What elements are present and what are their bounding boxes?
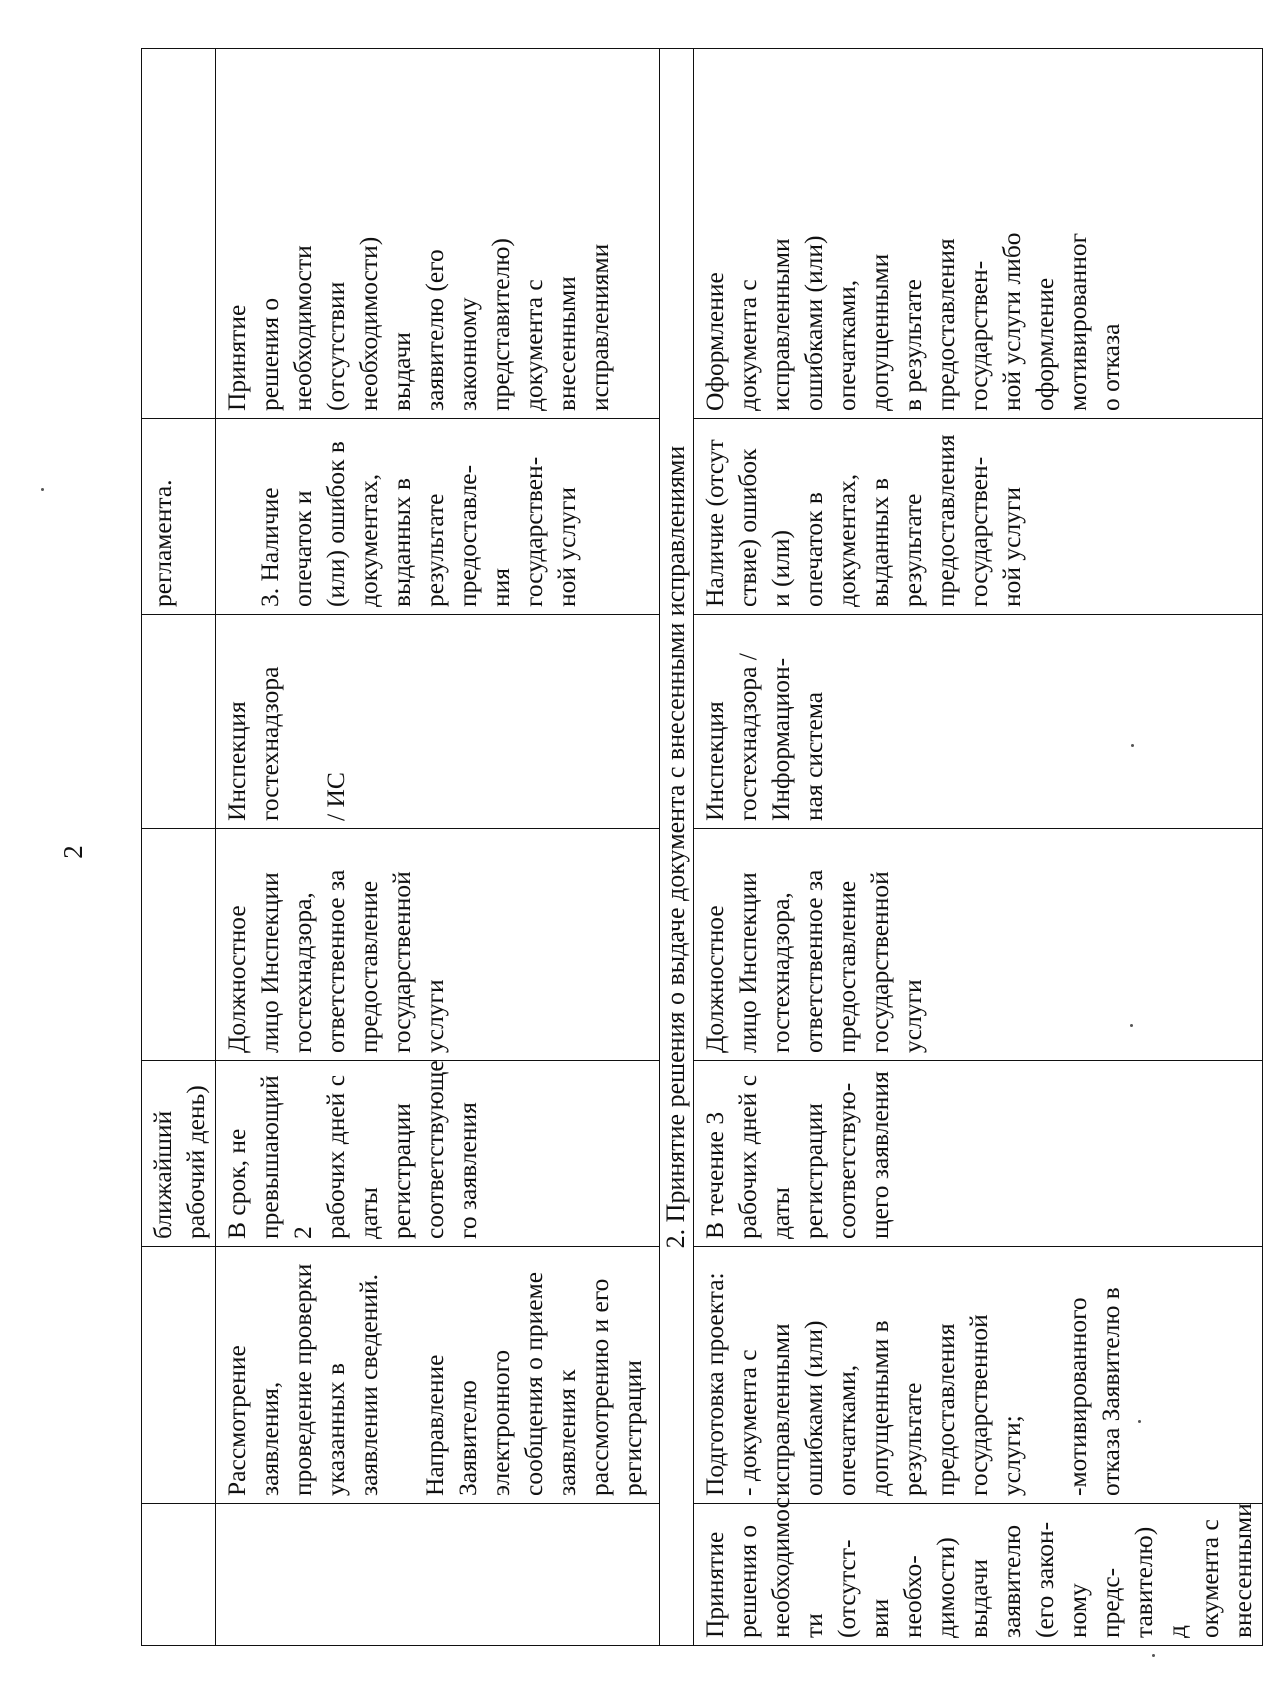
cell-content-decision: Подготовка проекта: - документа с исправленными ошибками (или) опечатками, допущенными в результате предоставления государственной услуги; -мотивированного отказа Заявителю в [694, 1247, 1263, 1504]
scan-speck [1138, 1420, 1141, 1423]
scan-speck [1152, 1654, 1155, 1657]
cell-criteria-continuation: регламента. [142, 419, 216, 615]
cell-content-review: Рассмотрение заявления, проведение проверки указанных в заявлении сведений. Направление Заявителю электронного сообщения о приеме заявления к рассмотрению и его регистрации [216, 1247, 660, 1504]
cell-deadline-review: В срок, не превышающий 2 рабочих дней с даты регистрации соответствующе го заявления [216, 1061, 660, 1247]
cell-official-continuation [142, 829, 216, 1061]
procedure-table-sheet [141, 49, 1257, 1646]
table-row-decision [694, 49, 1263, 1646]
cell-official-decision: Должностное лицо Инспекции гостехнадзора, ответственное за предоставление государственной услуги [694, 829, 1263, 1061]
cell-place-review: Инспекция гостехнадзора / ИС [216, 615, 660, 829]
cell-place-continuation [142, 615, 216, 829]
section-2-title: 2. Принятие решения о выдаче документа с внесенными исправлениями [660, 49, 694, 1646]
cell-result-review: Принятие решения о необходимости (отсутствии необходимости) выдачи заявителю (его законному представителю) документа с внесенными исправлениями [216, 49, 660, 419]
cell-deadline-continuation: ближайший рабочий день) [142, 1061, 216, 1247]
section-heading-row [660, 49, 694, 1646]
scan-speck [1130, 1024, 1133, 1027]
cell-content-continuation [142, 1247, 216, 1504]
cell-action-review [216, 1504, 660, 1646]
procedure-table [141, 48, 1263, 1646]
scan-speck [41, 488, 44, 491]
table-row-continuation [142, 49, 216, 1646]
table-row-review [216, 49, 660, 1646]
cell-result-continuation [142, 49, 216, 419]
cell-criteria-review: 3. Наличие опечаток и (или) ошибок в документах, выданных в результате предоставле- ния государствен- ной услуги [216, 419, 660, 615]
cell-criteria-decision: Наличие (отсут ствие) ошибок и (или) опечаток в документах, выданных в результате предоставления государствен- ной услуги [694, 419, 1263, 615]
cell-official-review: Должностное лицо Инспекции гостехнадзора, ответственное за предоставление государственной услуги [216, 829, 660, 1061]
cell-action-decision: Принятие решения о необходимос ти (отсутст- вии необхо- димости) выдачи заявителю (его закон- ному предс- тавителю) д окумента с внесенными [694, 1504, 1263, 1646]
scan-speck [1131, 744, 1134, 747]
cell-action-continuation [142, 1504, 216, 1646]
cell-place-decision: Инспекция гостехнадзора / Информацион- ная система [694, 615, 1263, 829]
cell-deadline-decision: В течение 3 рабочих дней с даты регистрации соответствую- щего заявления [694, 1061, 1263, 1247]
page-number: 2 [58, 845, 88, 859]
cell-result-decision: Оформление документа с исправленными ошибками (или) опечатками, допущенными в результате предоставления государствен- ной услуги либо оформление мотивированног о отказа [694, 49, 1263, 419]
